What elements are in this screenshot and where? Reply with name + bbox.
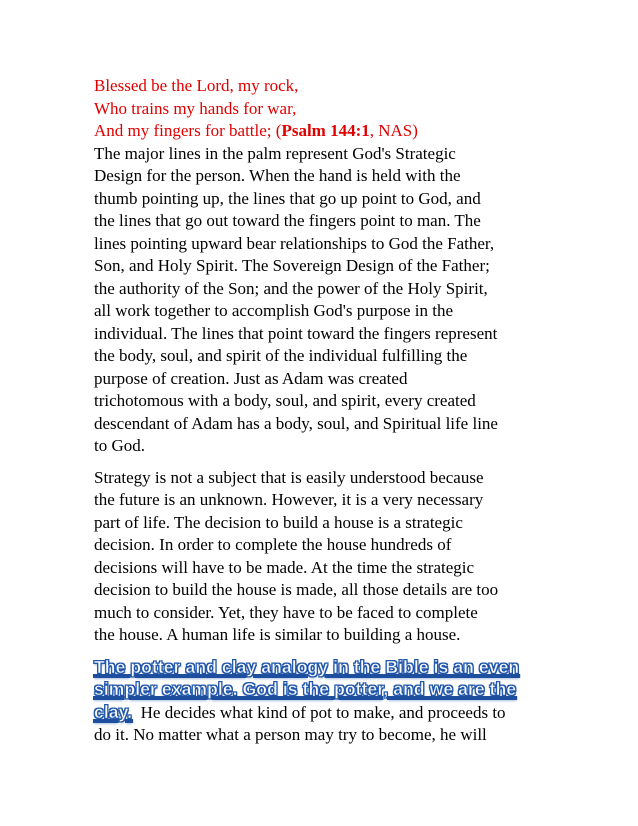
paragraph-line: the lines that go out toward the fingers point to man. The	[94, 211, 481, 230]
paragraph-line: decision to build the house is made, all those details are too	[94, 580, 499, 599]
paragraph-line: He decides what kind of pot to make, and proceeds to	[132, 702, 506, 722]
paragraph-line: purpose of creation. Just as Adam was created	[94, 368, 408, 388]
verse-line-with-reference	[94, 120, 564, 143]
verse-line: Who trains my hands for war,	[94, 98, 297, 118]
paragraph-line: individual. The lines that point toward the fingers represent	[94, 323, 498, 343]
paragraph-line: Design for the person. When the hand is held with the	[94, 166, 461, 185]
paragraph-line: the body, soul, and spirit of the individual fulfilling the	[94, 346, 468, 365]
heading-line: simpler example. God is the potter, and we are the	[94, 679, 517, 699]
paragraph-line: Son, and Holy Spirit. The Sovereign Design of the Father;	[94, 256, 490, 275]
paragraph-line: decision. In order to complete the house hundreds of	[94, 535, 452, 554]
paragraph-strategy	[94, 467, 564, 647]
paragraph-line: the house. A human life is similar to building a house.	[94, 625, 461, 644]
paragraph-potter-clay	[94, 656, 564, 747]
paragraph-spacer	[94, 458, 564, 467]
paragraph-line: The major lines in the palm represent God's Strategic	[94, 143, 456, 163]
mixed-line	[94, 701, 564, 725]
translation-note: , NAS)	[369, 121, 418, 140]
paragraph-line: Strategy is not a subject that is easily understood because	[94, 467, 484, 487]
paragraph-line: to God.	[94, 436, 145, 455]
paragraph-line: lines pointing upward bear relationships to God the Father,	[94, 233, 495, 253]
paragraph-line: do it. No matter what a person may try to become, he will	[94, 725, 487, 744]
scripture-reference: Psalm 144:1	[281, 121, 370, 140]
paragraph-line: the authority of the Son; and the power of the Holy Spirit,	[94, 278, 488, 298]
paragraph-line: all work together to accomplish God's purpose in the	[94, 301, 454, 320]
paragraph-line: thumb pointing up, the lines that go up point to God, and	[94, 188, 481, 208]
paragraph-line: descendant of Adam has a body, soul, and Spiritual life line	[94, 413, 498, 433]
scripture-quote	[94, 75, 564, 143]
paragraph-palm-lines	[94, 143, 564, 458]
heading-line: clay.	[94, 701, 133, 722]
document-body	[94, 75, 564, 747]
heading-line: The potter and clay analogy in the Bible is an even	[94, 656, 520, 677]
paragraph-line: trichotomous with a body, soul, and spirit, every created	[94, 391, 476, 410]
paragraph-spacer	[94, 647, 564, 656]
verse-line: Blessed be the Lord, my rock,	[94, 76, 299, 95]
paragraph-line: the future is an unknown. However, it is a very necessary	[94, 490, 484, 509]
paragraph-line: part of life. The decision to build a house is a strategic	[94, 512, 463, 532]
paragraph-line: decisions will have to be made. At the time the strategic	[94, 557, 475, 577]
verse-line-text: And my fingers for battle; (	[94, 121, 282, 140]
paragraph-line: much to consider. Yet, they have to be faced to complete	[94, 602, 478, 622]
